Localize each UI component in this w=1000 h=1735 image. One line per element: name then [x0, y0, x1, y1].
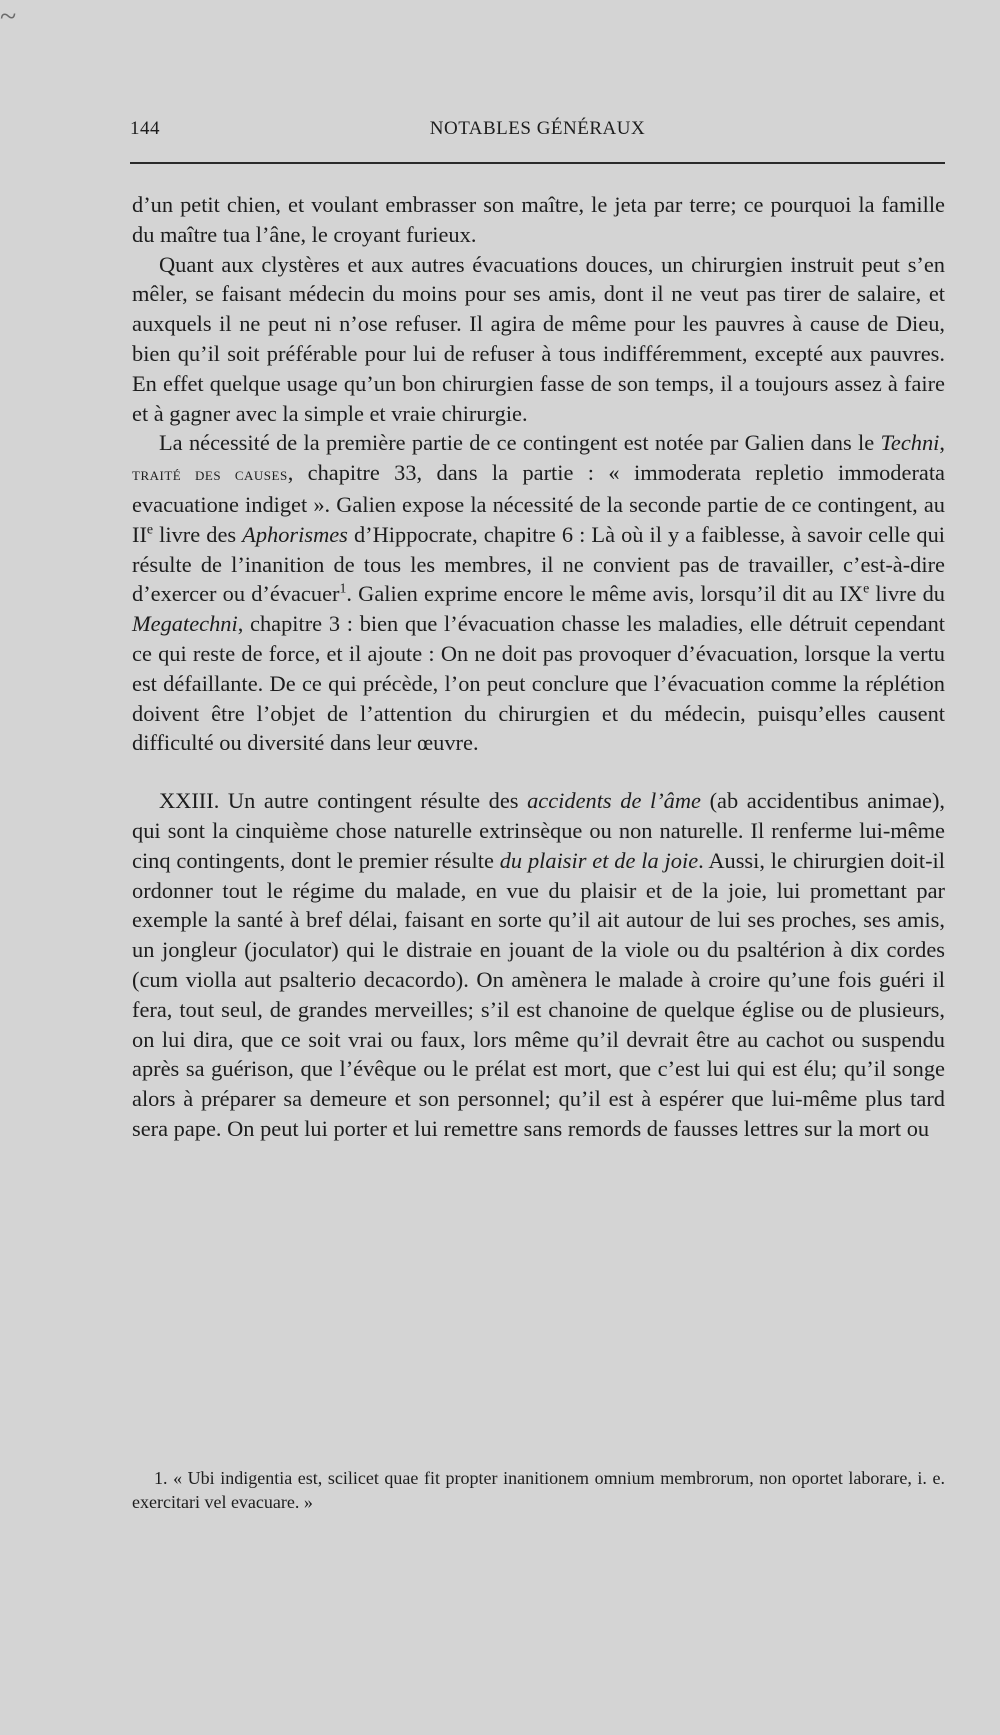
- paragraph: d’un petit chien, et voulant embrasser son maître, le jeta par terre; ce pourquoi la famille du maître tua l’âne, le croyant furieux.: [132, 192, 945, 247]
- paragraph: Quant aux clystères et aux autres évacuations douces, un chirurgien instruit peut s’en mêler, se faisant médecin du moins pour ses amis, dont il ne veut pas tirer de salaire, et auxquels il ne peut ni n’ose refuser. Il agira de même pour les pauvres à cause de Dieu, bien qu’il soit préférable pour lui de refuser à tous indifféremment, excepté aux pauvres. En effet quelque usage qu’un bon chirurgien fasse de son temps, il a toujours assez à faire et à gagner avec la simple et vraie chirurgie.: [132, 251, 945, 426]
- paragraph: La nécessité de la première partie de ce contingent est notée par Galien dans le Techni, traité des causes, chapitre 33, dans la partie : « immoderata repletio immoderata evacuatione indiget ». Galien expose la nécessité de la seconde partie de ce contingent, au IIe livre des Aphorismes d’Hippocrate, chapitre 6 : Là où il y a faiblesse, à savoir celle qui résulte de l’inanition de tous les membres, il ne convient pas de travailler, c’est-à-dire d’exercer ou d’évacuer$^1$. Galien exprime encore le même avis, lorsqu’il dit au IXe livre du Megatechni, chapitre 3 : bien que l’évacuation chasse les maladies, elle détruit cependant ce qui reste de force, et il ajoute : On ne doit pas provoquer d’évacuation, lorsque la vertu est défaillante. De ce qui précède, l’on peut conclure que l’évacuation comme la réplétion doivent être l’objet de l’attention du chirurgien et du médecin, puisqu’elles causent difficulté ou diversité dans leur œuvre.: [132, 430, 946, 756]
- page-number: 144: [130, 118, 160, 139]
- footnote-marker: 1.: [154, 1468, 168, 1488]
- section-paragraph: XXIII. Un autre contingent résulte des accidents de l’âme (ab accidentibus animae), qui sont la cinquième chose naturelle extrinsèque ou non naturelle. Il renferme lui-même cinq contingents, dont le premier résulte du plaisir et de la joie. Aussi, le chirurgien doit-il ordonner tout le régime du malade, en vue du plaisir et de la joie, lui promettant par exemple la santé à bref délai, faisant en sorte qu’il ait autour de lui ses proches, ses amis, un jongleur (joculator) qui le distraie en jouant de la viole ou du psaltérion à dix cordes (cum violla aut psalterio decacordo). On amènera le malade à croire qu’une fois guéri il fera, tout seul, de grandes merveilles; s’il est chanoine de quelque église ou de plusieurs, on lui dira, que ce soit vrai ou faux, lors même qu’il devrait être au cachot ou suspendu après sa guérison, que l’évêque ou le prélat est mort, que c’est lui qui est élu; qu’il songe alors à préparer sa demeure et son personnel; qu’il est à espérer que lui-même plus tard sera pape. On peut lui porter et lui remettre sans remords de fausses lettres sur la mort ou: [132, 788, 945, 1141]
- work-title: Megatechni: [132, 611, 238, 637]
- footnote-ref: 1: [339, 581, 347, 597]
- work-title: Techni: [880, 430, 940, 456]
- footnote: [132, 1466, 945, 1514]
- work-title: Aphorismes: [242, 521, 348, 547]
- header-rule: [130, 162, 945, 164]
- page-header: [130, 118, 945, 150]
- margin-mark: ~: [0, 0, 17, 33]
- footnote-text: « Ubi indigentia est, scilicet quae fit propter inanitionem omnium membrorum, non oportet laborare, i. e. exercitari vel evacuare. »: [132, 1468, 945, 1512]
- work-section: traité des causes: [132, 464, 288, 485]
- running-title: NOTABLES GÉNÉRAUX: [429, 118, 646, 139]
- body-text: [132, 190, 945, 1144]
